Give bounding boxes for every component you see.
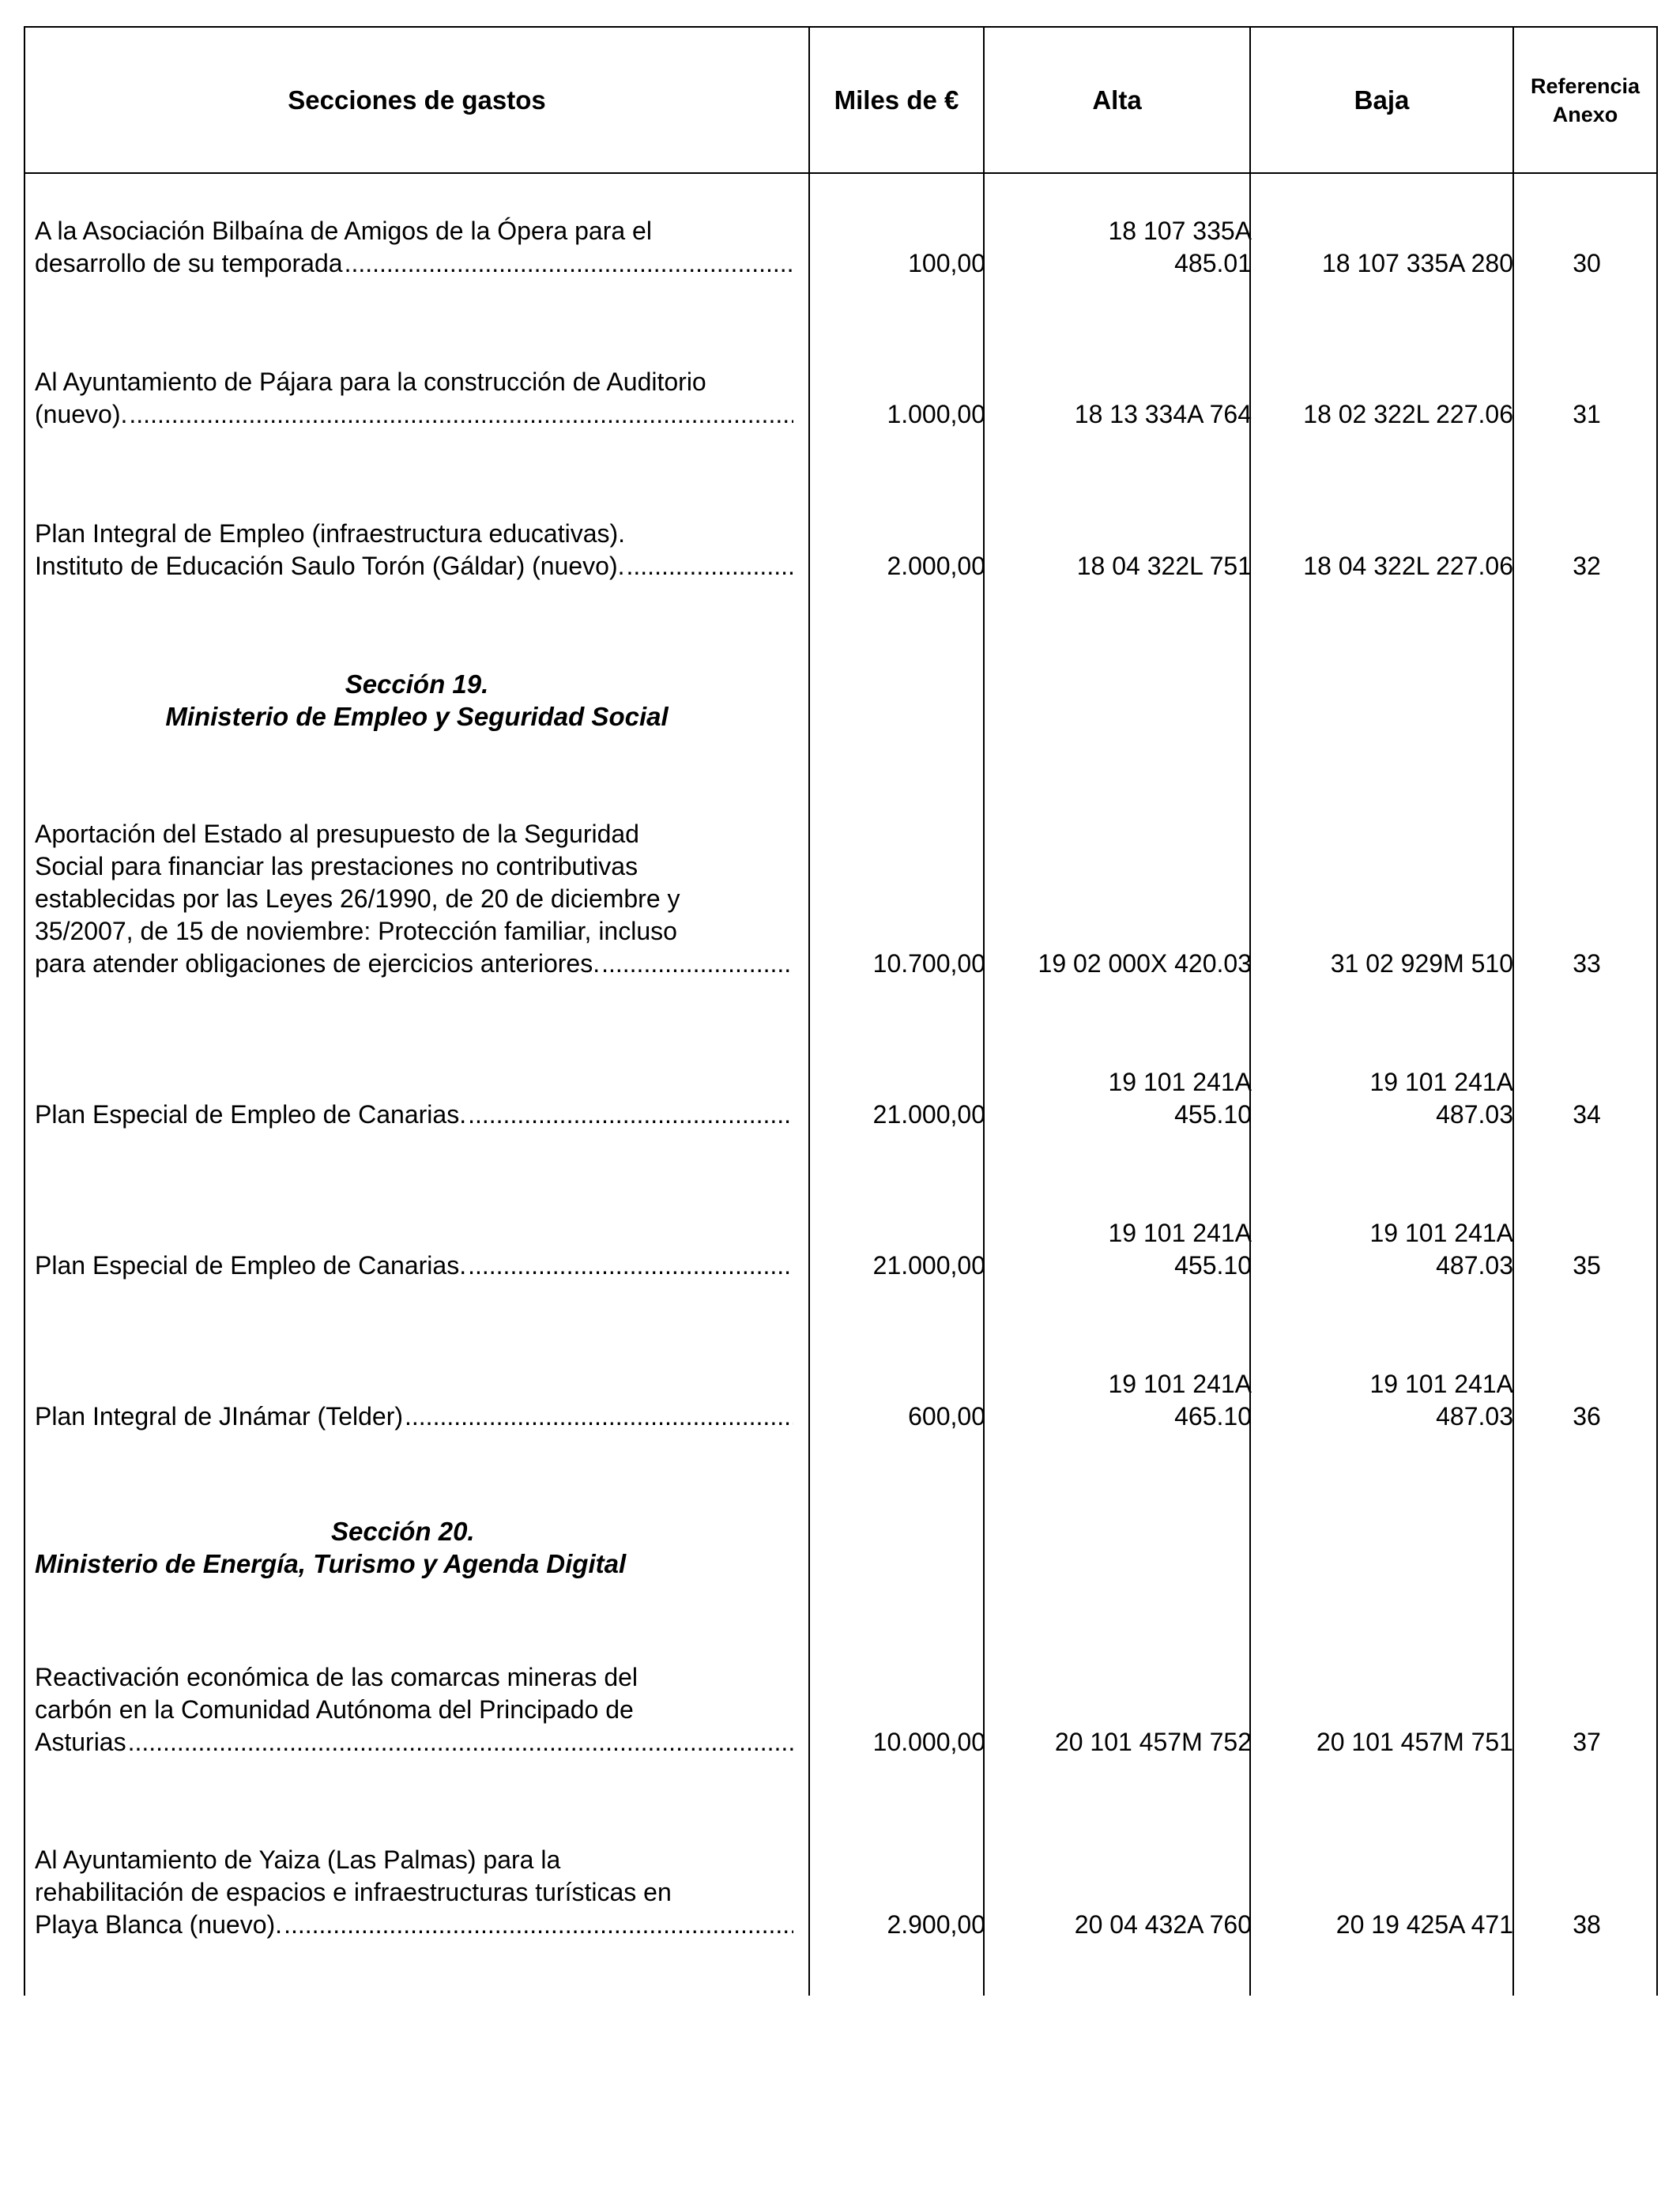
row-33-ref: 33 — [1573, 949, 1601, 978]
row-text-line: 35/2007, de 15 de noviembre: Protección familiar, incluso — [35, 917, 677, 945]
row-text-line: Plan Integral de JInámar (Telder) ..... — [35, 1400, 793, 1433]
row-36-ref: 36 — [1573, 1402, 1601, 1431]
row-32-ref: 32 — [1573, 552, 1601, 580]
row-text-line: Reactivación económica de las comarcas mineras del — [35, 1663, 638, 1691]
header-referencia — [1514, 28, 1656, 172]
row-36-miles: 600,00 — [908, 1402, 985, 1431]
row-text-line: Instituto de Educación Saulo Torón (Gáldar) (nuevo). ..... — [35, 550, 793, 582]
row-text-line: Al Ayuntamiento de Yaiza (Las Palmas) para la — [35, 1845, 561, 1874]
row-37-miles: 10.000,00 — [872, 1728, 985, 1756]
row-34-ref: 34 — [1573, 1100, 1601, 1129]
row-33-miles: 10.700,00 — [872, 949, 985, 978]
row-text-line: Plan Especial de Empleo de Canarias. ..... — [35, 1099, 793, 1131]
row-text-line: Plan Integral de Empleo (infraestructura educativas). — [35, 519, 626, 548]
row-text-line: Plan Especial de Empleo de Canarias. ..... — [35, 1250, 793, 1282]
section-ministry: Ministerio de Empleo y Seguridad Social — [165, 702, 669, 731]
row-38-description — [35, 1844, 793, 1941]
row-32-baja: 18 04 322L 227.06 — [1303, 552, 1513, 580]
header-secciones: Secciones de gastos — [288, 85, 546, 115]
header-referencia-line1: Referencia — [1530, 74, 1640, 98]
row-33-alta: 19 02 000X 420.03 — [1038, 949, 1252, 978]
section-19-heading — [25, 668, 808, 733]
row-32-alta: 18 04 322L 751 — [1076, 552, 1252, 580]
row-35-baja: 19 101 241A 487.03 — [1369, 1219, 1513, 1280]
header-alta: Alta — [1092, 85, 1142, 115]
row-30-ref: 30 — [1573, 249, 1601, 277]
row-text-line: Al Ayuntamiento de Pájara para la construcción de Auditorio — [35, 368, 706, 396]
section-number: Sección 19. — [345, 669, 489, 699]
row-30-miles: 100,00 — [908, 249, 985, 277]
row-33-baja: 31 02 929M 510 — [1330, 949, 1513, 978]
row-38-alta: 20 04 432A 760 — [1074, 1910, 1252, 1939]
row-31-miles: 1.000,00 — [887, 400, 985, 428]
column-divider — [808, 28, 810, 1996]
header-divider — [25, 172, 1656, 174]
header-baja: Baja — [1354, 85, 1410, 115]
column-divider — [1249, 28, 1251, 1996]
row-32-miles: 2.000,00 — [887, 552, 985, 580]
row-30-description — [35, 215, 793, 280]
row-31-baja: 18 02 322L 227.06 — [1303, 400, 1513, 428]
row-text-line: Playa Blanca (nuevo). ..... — [35, 1909, 793, 1941]
row-37-baja: 20 101 457M 751 — [1316, 1728, 1513, 1756]
section-20-heading — [35, 1515, 793, 1580]
row-38-miles: 2.900,00 — [887, 1910, 985, 1939]
row-34-alta: 19 101 241A 455.10 — [1108, 1068, 1252, 1129]
row-35-description — [35, 1250, 793, 1282]
header-referencia-line2: Anexo — [1552, 102, 1618, 126]
row-text-line: desarrollo de su temporada ..... — [35, 247, 793, 280]
row-37-ref: 37 — [1573, 1728, 1601, 1756]
section-number: Sección 20. — [331, 1517, 475, 1546]
row-text-line: Social para financiar las prestaciones no contributivas — [35, 852, 638, 880]
budget-table — [24, 26, 1658, 1996]
row-text-line: A la Asociación Bilbaína de Amigos de la Ópera para el — [35, 217, 652, 245]
column-divider — [983, 28, 985, 1996]
row-38-baja: 20 19 425A 471 — [1335, 1910, 1513, 1939]
row-36-baja: 19 101 241A 487.03 — [1369, 1370, 1513, 1431]
row-text-line: carbón en la Comunidad Autónoma del Principado de — [35, 1695, 634, 1724]
row-31-ref: 31 — [1573, 400, 1601, 428]
row-35-alta: 19 101 241A 455.10 — [1108, 1219, 1252, 1280]
row-34-miles: 21.000,00 — [872, 1100, 985, 1129]
section-ministry: Ministerio de Energía, Turismo y Agenda Digital — [35, 1549, 627, 1578]
row-text-line: (nuevo). ..... — [35, 398, 793, 431]
row-text-line: Asturias ..... — [35, 1726, 793, 1759]
row-30-alta: 18 107 335A 485.01 — [1108, 217, 1252, 277]
row-31-alta: 18 13 334A 764 — [1074, 400, 1252, 428]
row-37-alta: 20 101 457M 752 — [1054, 1728, 1252, 1756]
row-38-ref: 38 — [1573, 1910, 1601, 1939]
row-text-line: para atender obligaciones de ejercicios anteriores. ..... — [35, 948, 793, 980]
row-35-ref: 35 — [1573, 1251, 1601, 1280]
row-36-alta: 19 101 241A 465.10 — [1108, 1370, 1252, 1431]
header-miles: Miles de € — [834, 85, 959, 115]
row-text-line: rehabilitación de espacios e infraestructuras turísticas en — [35, 1878, 672, 1906]
row-30-baja: 18 107 335A 280 — [1321, 249, 1513, 277]
row-35-miles: 21.000,00 — [872, 1251, 985, 1280]
row-36-description — [35, 1400, 793, 1433]
row-32-description — [35, 518, 793, 582]
row-text-line: establecidas por las Leyes 26/1990, de 20 de diciembre y — [35, 884, 680, 913]
column-divider — [1512, 28, 1514, 1996]
row-text-line: Aportación del Estado al presupuesto de la Seguridad — [35, 820, 639, 848]
row-31-description — [35, 366, 793, 431]
row-34-baja: 19 101 241A 487.03 — [1369, 1068, 1513, 1129]
row-33-description — [35, 818, 793, 980]
row-34-description — [35, 1099, 793, 1131]
row-37-description — [35, 1661, 793, 1759]
